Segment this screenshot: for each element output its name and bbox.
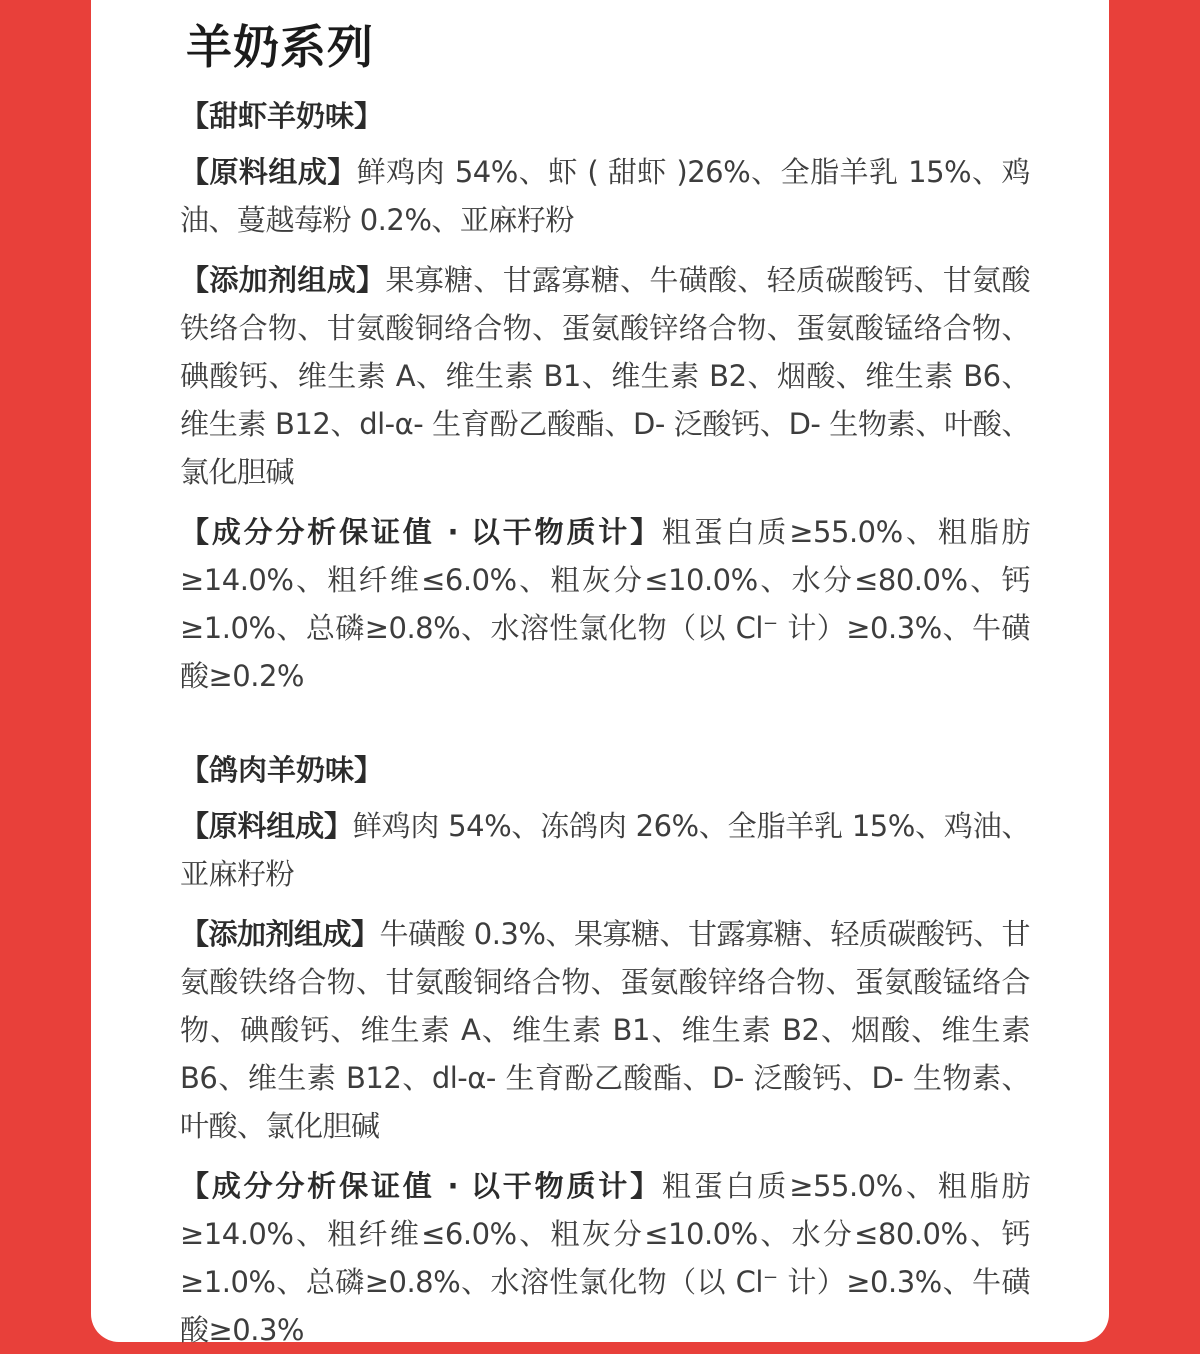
additives-label: 【添加剂组成】 xyxy=(180,263,386,297)
additives-text: 牛磺酸 0.3%、果寡糖、甘露寡糖、轻质碳酸钙、甘氨酸铁络合物、甘氨酸铜络合物、蛋氨酸锌络合物、蛋氨酸锰络合物、碘酸钙、维生素 A、维生素 B1、维生素 B2、烟酸、维生素 B6、维生素 B12、dl-α- 生育酚乙酸酯、D- 泛酸钙、D- 生物素、叶酸、氯化胆碱 xyxy=(180,917,1030,1143)
ingredients-label: 【原料组成】 xyxy=(180,155,357,189)
additives-text: 果寡糖、甘露寡糖、牛磺酸、轻质碳酸钙、甘氨酸铁络合物、甘氨酸铜络合物、蛋氨酸锌络合物、蛋氨酸锰络合物、碘酸钙、维生素 A、维生素 B1、维生素 B2、烟酸、维生素 B6、维生素 B12、dl-α- 生育酚乙酸酯、D- 泛酸钙、D- 生物素、叶酸、氯化胆碱 xyxy=(180,263,1030,489)
ingredients-paragraph xyxy=(180,148,1030,244)
product-block-shrimp xyxy=(180,96,1030,700)
analysis-text: 粗蛋白质≥55.0%、粗脂肪≥14.0%、粗纤维≤6.0%、粗灰分≤10.0%、水分≤80.0%、钙≥1.0%、总磷≥0.8%、水溶性氯化物（以 Cl⁻ 计）≥0.3%、牛磺酸≥0.2% xyxy=(180,515,1030,693)
ingredients-text: 鲜鸡肉 54%、虾 ( 甜虾 )26%、全脂羊乳 15%、鸡油、蔓越莓粉 0.2%、亚麻籽粉 xyxy=(180,155,1030,237)
additives-paragraph xyxy=(180,910,1030,1150)
analysis-paragraph xyxy=(180,508,1030,700)
analysis-label: 【成分分析保证值 · 以干物质计】 xyxy=(180,515,662,549)
ingredients-text: 鲜鸡肉 54%、冻鸽肉 26%、全脂羊乳 15%、鸡油、亚麻籽粉 xyxy=(180,809,1030,891)
analysis-label: 【成分分析保证值 · 以干物质计】 xyxy=(180,1169,662,1203)
product-block-pigeon xyxy=(180,750,1030,1354)
content-area xyxy=(180,0,1030,1354)
ingredients-paragraph xyxy=(180,802,1030,898)
analysis-paragraph xyxy=(180,1162,1030,1354)
page-title: 羊奶系列 xyxy=(186,20,374,74)
product-title: 【鸽肉羊奶味】 xyxy=(180,753,384,787)
ingredients-label: 【原料组成】 xyxy=(180,809,353,843)
product-title: 【甜虾羊奶味】 xyxy=(180,99,384,133)
additives-paragraph xyxy=(180,256,1030,496)
additives-label: 【添加剂组成】 xyxy=(180,917,380,951)
analysis-text: 粗蛋白质≥55.0%、粗脂肪≥14.0%、粗纤维≤6.0%、粗灰分≤10.0%、水分≤80.0%、钙≥1.0%、总磷≥0.8%、水溶性氯化物（以 Cl⁻ 计）≥0.3%、牛磺酸≥0.3% xyxy=(180,1169,1030,1347)
